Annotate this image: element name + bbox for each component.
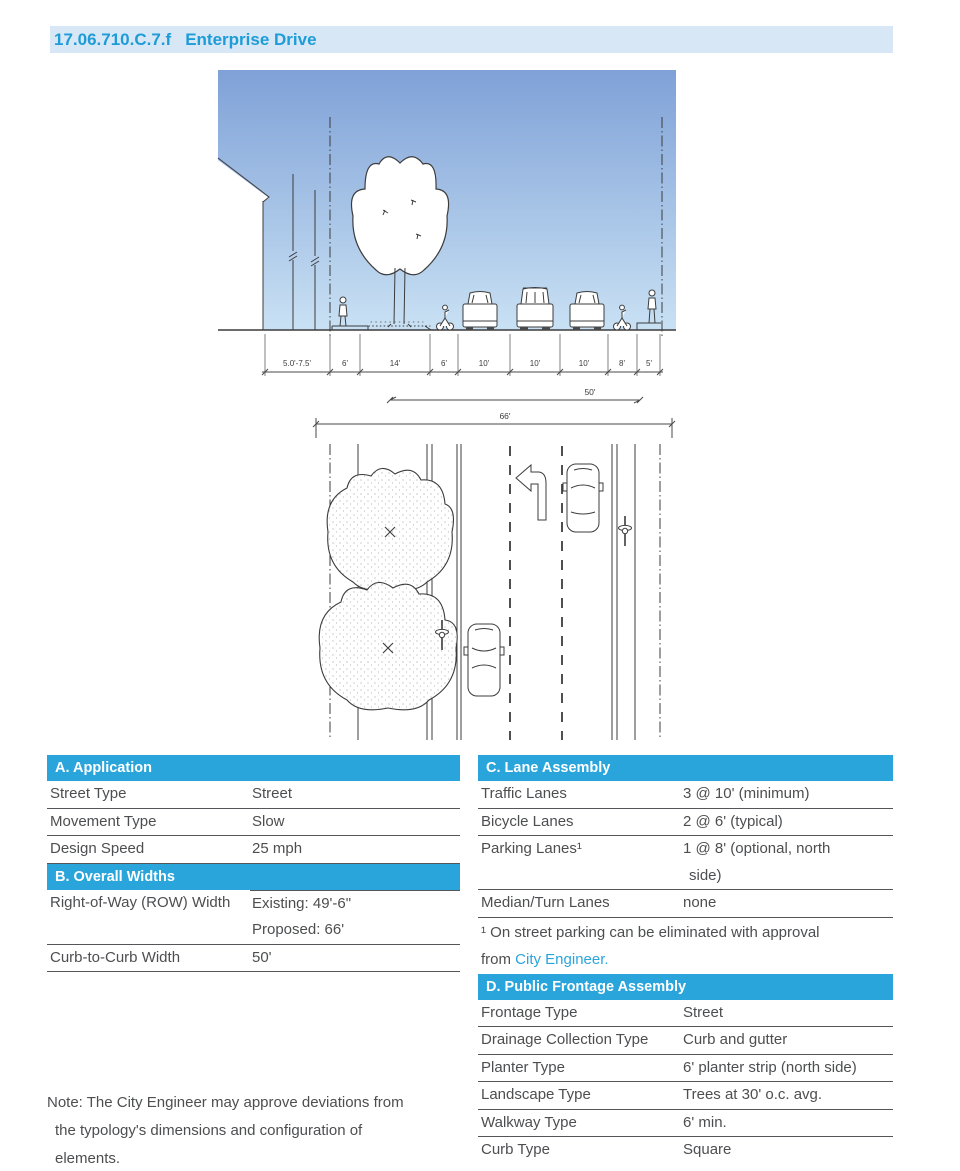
row-value: Street	[683, 1003, 724, 1021]
row-label: Movement Type	[50, 812, 157, 830]
page-title: Enterprise Drive	[185, 29, 317, 49]
dim-label: 10'	[529, 359, 541, 368]
street-typology-figure	[205, 64, 695, 746]
row-label: Frontage Type	[481, 1003, 578, 1021]
table-row	[478, 1082, 893, 1110]
row-value: 50'	[252, 948, 272, 966]
row-value: 6' planter strip (north side)	[683, 1058, 857, 1076]
city-engineer-link[interactable]: City Engineer.	[515, 950, 609, 968]
row-label: Bicycle Lanes	[481, 812, 574, 830]
table-row	[478, 809, 893, 837]
deviations-note: Note: The City Engineer may approve deviations from the typology's dimensions and configuration of elements.	[47, 1094, 404, 1167]
row-value: Square	[683, 1141, 732, 1158]
table-row	[478, 836, 893, 890]
row-label: Walkway Type	[481, 1113, 577, 1131]
row-label: Drainage Collection Type	[481, 1031, 649, 1048]
section-illustration	[218, 70, 676, 336]
dim-label: 6'	[441, 359, 447, 368]
dim-label: 10'	[578, 359, 590, 368]
row-label: Design Speed	[50, 840, 145, 857]
car-plan-icon	[563, 464, 603, 532]
row-dim-label: 66'	[499, 411, 511, 421]
tree-canopy-icon	[319, 582, 457, 709]
curb-to-curb-dim-label: 50'	[584, 387, 596, 397]
cyclist-plan-icon	[619, 516, 632, 546]
tree-canopy-icon	[327, 468, 453, 590]
row-label: Planter Type	[481, 1058, 565, 1076]
dim-label: 5'	[646, 359, 652, 368]
table-row	[47, 781, 460, 809]
row-label: Median/Turn Lanes	[481, 894, 610, 911]
table-a-header: A. Application	[47, 755, 460, 781]
table-row	[478, 1027, 893, 1055]
table-row	[47, 836, 460, 864]
table-row	[478, 1000, 893, 1028]
row-value: 1 @ 8' (optional, north side)	[683, 840, 831, 884]
row-value: 6' min.	[683, 1113, 727, 1131]
row-label: Right-of-Way (ROW) Width	[50, 893, 231, 911]
row-value: Slow	[252, 812, 285, 830]
row-value: none	[683, 894, 717, 911]
dim-label: 10'	[478, 359, 490, 368]
row-value: 25 mph	[252, 840, 303, 857]
dim-label: 5.0'-7.5'	[283, 359, 311, 368]
plan-illustration	[319, 444, 660, 740]
gutter-line	[612, 444, 617, 740]
table-c-footnote: ¹ On street parking can be eliminated with approval from City Engineer.	[481, 923, 820, 968]
table-c-header: C. Lane Assembly	[478, 755, 893, 781]
table-column-right	[478, 755, 893, 1164]
table-row	[478, 890, 893, 918]
car-plan-icon	[464, 624, 504, 696]
table-d-header: D. Public Frontage Assembly	[478, 974, 893, 1000]
table-row	[47, 890, 460, 945]
table-row	[47, 945, 460, 973]
row-label: Landscape Type	[481, 1086, 591, 1103]
row-value: Curb and gutter	[683, 1031, 788, 1048]
suv-icon	[517, 288, 553, 331]
table-row	[478, 781, 893, 809]
dim-label: 6'	[342, 359, 348, 368]
table-row	[478, 1055, 893, 1083]
section-title-bar	[50, 26, 893, 53]
row-value: Street	[252, 785, 293, 802]
row-label: Curb Type	[481, 1141, 550, 1158]
row-value: 3 @ 10' (minimum)	[683, 785, 810, 802]
row-value: Trees at 30' o.c. avg.	[683, 1086, 823, 1103]
row-label: Traffic Lanes	[481, 785, 567, 802]
table-row	[478, 1110, 893, 1138]
table-b-header: B. Overall Widths	[47, 864, 460, 890]
table-row	[47, 809, 460, 837]
table-column-left	[47, 755, 460, 972]
row-label: Curb-to-Curb Width	[50, 948, 181, 966]
row-value: 2 @ 6' (typical)	[683, 812, 783, 830]
section-number: 17.06.710.C.7.f	[54, 29, 172, 49]
table-row	[478, 1137, 893, 1164]
gutter-line	[457, 444, 461, 740]
dim-label: 14'	[389, 359, 401, 368]
row-label: Street Type	[50, 785, 127, 802]
dim-label: 8'	[619, 359, 625, 368]
turn-arrow-icon	[516, 465, 546, 520]
row-value: Existing: 49'-6" Proposed: 66'	[250, 890, 460, 944]
row-label: Parking Lanes¹	[481, 840, 582, 857]
dimension-lines	[262, 334, 675, 438]
